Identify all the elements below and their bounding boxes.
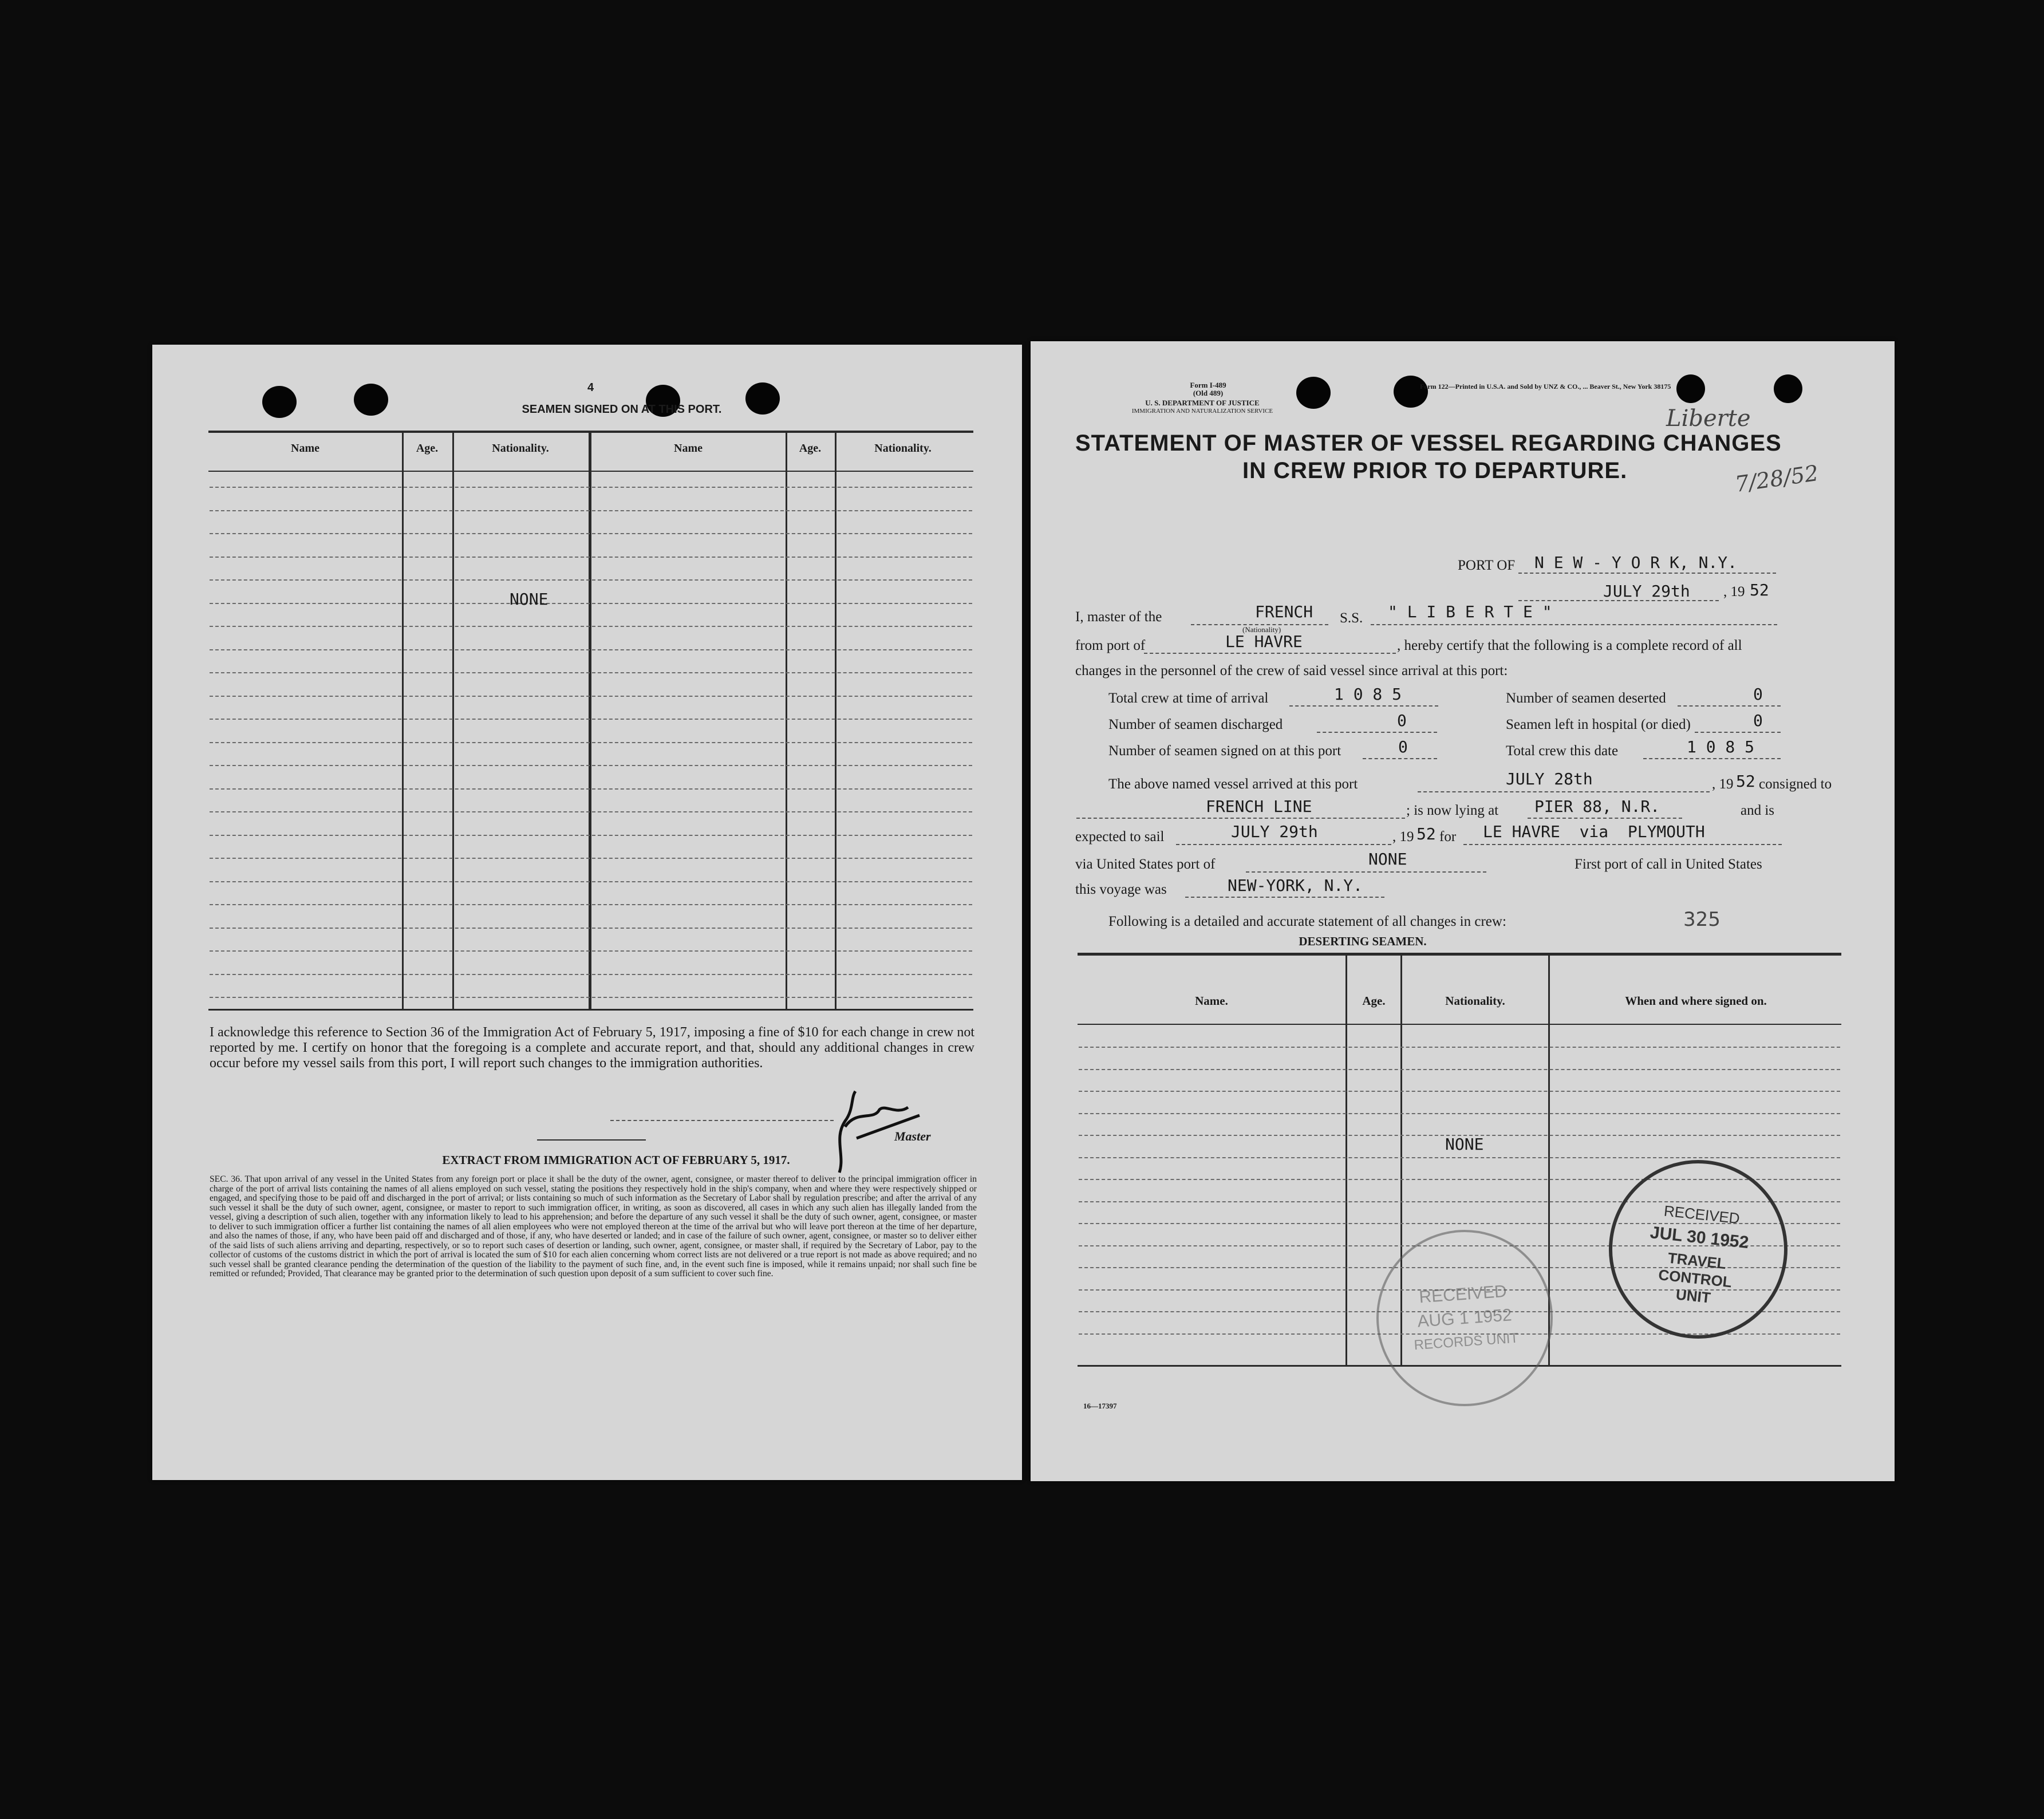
extract-heading: EXTRACT FROM IMMIGRATION ACT OF FEBRUARY 5, 1917. [442,1153,790,1167]
table-row [210,487,972,488]
col-header: Nationality. [874,442,932,455]
col-header: Age. [799,442,822,455]
table-top-rule [1078,953,1841,956]
year-value: 52 [1750,581,1769,599]
port-value: N E W - Y O R K, N.Y. [1534,553,1738,572]
col-header: When and where signed on. [1625,994,1767,1008]
table-row [210,997,972,998]
none-entry: NONE [510,590,549,609]
left-page [152,345,1022,1480]
table-row [210,626,972,627]
table-row [1079,1069,1840,1070]
arrived-year: 52 [1736,772,1755,791]
col-header: Name. [1195,994,1228,1008]
total-this-date-label: Total crew this date [1506,743,1619,759]
sail-date-value: JULY 29th [1231,822,1318,841]
lying-label: ; is now lying at [1406,803,1499,818]
date-value: JULY 29th [1603,582,1690,601]
arrived-value: JULY 28th [1506,770,1593,788]
title-line-1: STATEMENT OF MASTER OF VESSEL REGARDING CHANGES [1075,431,1782,456]
signed-on-value: 0 [1398,737,1408,756]
table-row [210,835,972,836]
from-port-value: LE HAVRE [1225,632,1303,651]
table-row [1079,1091,1840,1092]
table-row [210,719,972,720]
table-row [210,950,972,952]
total-arrival-label: Total crew at time of arrival [1108,690,1269,706]
following-text: Following is a detailed and accurate statement of all changes in crew: [1108,914,1506,929]
table-row [210,603,972,604]
master-label: Master [894,1129,931,1143]
voyage-label: this voyage was [1075,882,1167,897]
consigned-label: consigned to [1759,776,1832,792]
first-port-label: First port of call in United States [1575,857,1762,872]
printer-note: Form 122—Printed in U.S.A. and Sold by UNZ & CO., ... Beaver St., New York 38175 [1420,382,1671,390]
deserting-heading: DESERTING SEAMEN. [1299,934,1427,948]
form-id: Form I-489 (Old 489) [1190,381,1226,397]
none-entry: NONE [1445,1135,1484,1154]
table-row [210,533,972,534]
total-this-date-value: 1 0 8 5 [1687,737,1755,756]
punch-hole [354,384,388,416]
table-row [210,811,972,812]
pier-value: PIER 88, N.R. [1534,797,1660,816]
deserted-value: 0 [1753,685,1763,704]
punch-hole [1774,374,1802,403]
nationality-value: FRENCH [1255,602,1313,621]
discharged-value: 0 [1397,711,1407,730]
page-number: 4 [587,381,594,394]
received-stamp-records: RECEIVED AUG 1 1952 RECORDS UNIT [1371,1224,1559,1412]
sail-year: 52 [1416,824,1436,843]
received-stamp-travel-control: RECEIVED JUL 30 1952 TRAVEL CONTROL UNIT [1600,1151,1797,1348]
year-prefix: , 19 [1723,584,1745,599]
vessel-value: " L I B E R T E " [1388,602,1552,621]
arrived-label: The above named vessel arrived at this port [1108,776,1358,792]
col-header: Age. [416,442,439,455]
table-row [210,672,972,673]
handwritten-date: 7/28/52 [1733,460,1820,497]
col-header: Nationality. [492,442,549,455]
table-row [210,696,972,697]
col-header: Age. [1362,994,1386,1008]
signature-line [610,1120,834,1121]
punch-hole [262,386,297,418]
table-row [210,765,972,766]
from-port-label: from port of [1075,638,1146,653]
changes-text: changes in the personnel of the crew of said vessel since arrival at this port: [1075,663,1508,678]
service: IMMIGRATION AND NATURALIZATION SERVICE [1131,408,1273,415]
total-arrival-value: 1 0 8 5 [1334,685,1402,704]
extract-text: SEC. 36. That upon arrival of any vessel in the United States from any foreign port or place it shall be the duty of the owner, agent, consignee, or master thereof to deliver to the principal immigration officer in charge of the port of arrival lists containing the names of all aliens employed on such vessel, stating the positions they respectively hold in the ship's company, when and where they were respectively shipped or engaged, and specifying those to be paid off and discharged in the port of arrival; or lists containing so much of such information as the Secretary of Labor shall by regulation prescribe; and after the arrival of any such vessel it shall be the duty of such owner, agent, consignee, or master to report to such immigration officer, in writing, as soon as discovered, all cases in which any such alien has illegally landed from the vessel, giving a description of such alien, together with any information likely to lead to his apprehension; and before the departure of any such vessel it shall be the duty of such owner, agent, consignee, or master to deliver to such immigration officer a further list containing the names of all alien employees who were not employed thereon at the time of the arrival but who will leave port thereon at the time of her departure, and also the names of those, if any, who have been paid off and discharged and of those, if any, who have deserted or landed; and in case of the failure of such owner, agent, consignee, or master so to deliver either of the said lists of such aliens arriving and departing, respectively, or so to report such cases of desertion or landing, such owner, agent, consignee, or master shall, if required by the Secretary of Labor, pay to the collector of customs of the customs district in which the port of arrival is located the sum of $10 for each alien concerning whom correct lists are not delivered or a true report is not made as above required; and no such vessel shall be granted clearance pending the determination of the question of the liability to the payment of such fine, and, in the event such fine is imposed, while it remains unpaid; nor shall such fine be remitted or refunded; Provided, That clearance may be granted prior to the determination of such question upon deposit of a sum sufficient to cover such fine. [210,1174,977,1279]
table-row [210,557,972,558]
hospital-value: 0 [1753,711,1763,730]
table-row [210,742,972,743]
table-row [210,858,972,859]
consignee-value: FRENCH LINE [1206,797,1312,816]
form-footer: 16—17397 [1083,1402,1117,1410]
col-header: Name [674,442,703,455]
via-label: via United States port of [1075,857,1216,872]
col-header: Nationality. [1445,994,1505,1008]
for-label: for [1439,829,1457,845]
certify-text: , hereby certify that the following is a complete record of all [1397,638,1742,653]
table-row [210,904,972,905]
department: U. S. DEPARTMENT OF JUSTICE [1145,398,1260,407]
table-row [210,579,972,581]
table-row [1079,1157,1840,1158]
table-row [210,881,972,882]
table-row [210,974,972,975]
divider [537,1139,646,1141]
port-label: PORT OF [1458,558,1516,573]
destination-value: LE HAVRE via PLYMOUTH [1483,822,1705,841]
and-is: and is [1741,803,1775,818]
voyage-value: NEW-YORK, N.Y. [1228,876,1363,895]
table-row [210,788,972,790]
deserted-label: Number of seamen deserted [1506,690,1666,706]
table-bottom-rule [208,1009,973,1011]
table-row [210,649,972,650]
discharged-label: Number of seamen discharged [1108,717,1283,732]
left-heading: SEAMEN SIGNED ON AT THIS PORT. [522,403,722,416]
expected-label: expected to sail [1075,829,1165,845]
table-row [210,510,972,511]
table-row [210,928,972,929]
table-row [1079,1047,1840,1048]
nationality-caption: (Nationality) [1242,625,1281,634]
title-line-2: IN CREW PRIOR TO DEPARTURE. [1242,458,1628,483]
hospital-label: Seamen left in hospital (or died) [1506,717,1691,732]
acknowledgment-text: I acknowledge this reference to Section 36 of the Immigration Act of February 5, 1917, imposing a fine of $10 for each change in crew not reported by me. I certify on honor that the foregoing is a complete and accurate report, and that, should any additional changes in crew occur before my vessel sails from this port, I will report such changes to the immigration authorities. [210,1025,974,1071]
punch-hole [1394,376,1428,408]
right-page: Form I-489 (Old 489) U. S. DEPARTMENT OF JUSTICE IMMIGRATION AND NATURALIZATION SERVICE Form 122—Printed in U.S.A. and Sold by UNZ & CO., ... Beaver St., New York 38175 Liberte 7/28/52 STATEMENT OF MASTER OF VESSEL REGARDING CHANGES IN CREW PRIOR TO DEPARTURE. PORT OF N E W - Y O R K, N.Y. JULY 29th , 19 52 I, master of the FRENCH (Nationality) S.S. " L I B E R T E " from port of LE HAVRE , hereby certify that the following is a complete record of all changes in the personnel of the crew of said vessel since arrival at this port: Total crew at time of arrival 1 0 8 5 Number of seamen deserted 0 Number of seamen discharged 0 Seamen left in hospital (or died) 0 Number of seamen signed on at this port 0 Total crew this date 1 0 8 5 The above named vessel arrived at this port JULY 28th , 19 52 consigned to FRENCH LINE ; is now lying at PIER 88, N.R. and is expected to sail JULY 29th , 19 52 for LE HAVRE via PLYMOUTH via United States port of NONE First port of call in United States this voyage was NEW-YORK, N.Y. Following is a detailed and accurate statement of all changes in crew: 325 DESERTING SEAMEN. Name. Age. Nationality. When and where signed on. NONE RECEIVED AUG 1 1952 RECORDS UNIT RECEIVED JUL 30 1952 TRAVEL CONTROL UNIT 16—17397 [1031,341,1895,1481]
ss-label: S.S. [1340,610,1363,626]
via-value: NONE [1368,850,1407,869]
master-prefix: I, master of the [1075,609,1162,625]
table-row [1079,1113,1840,1114]
signed-on-label: Number of seamen signed on at this port [1108,743,1341,759]
handwritten-vessel: Liberte [1666,405,1751,432]
col-header: Name [291,442,319,455]
header-rule [1078,1024,1841,1025]
handwritten-number: 325 [1683,908,1721,931]
